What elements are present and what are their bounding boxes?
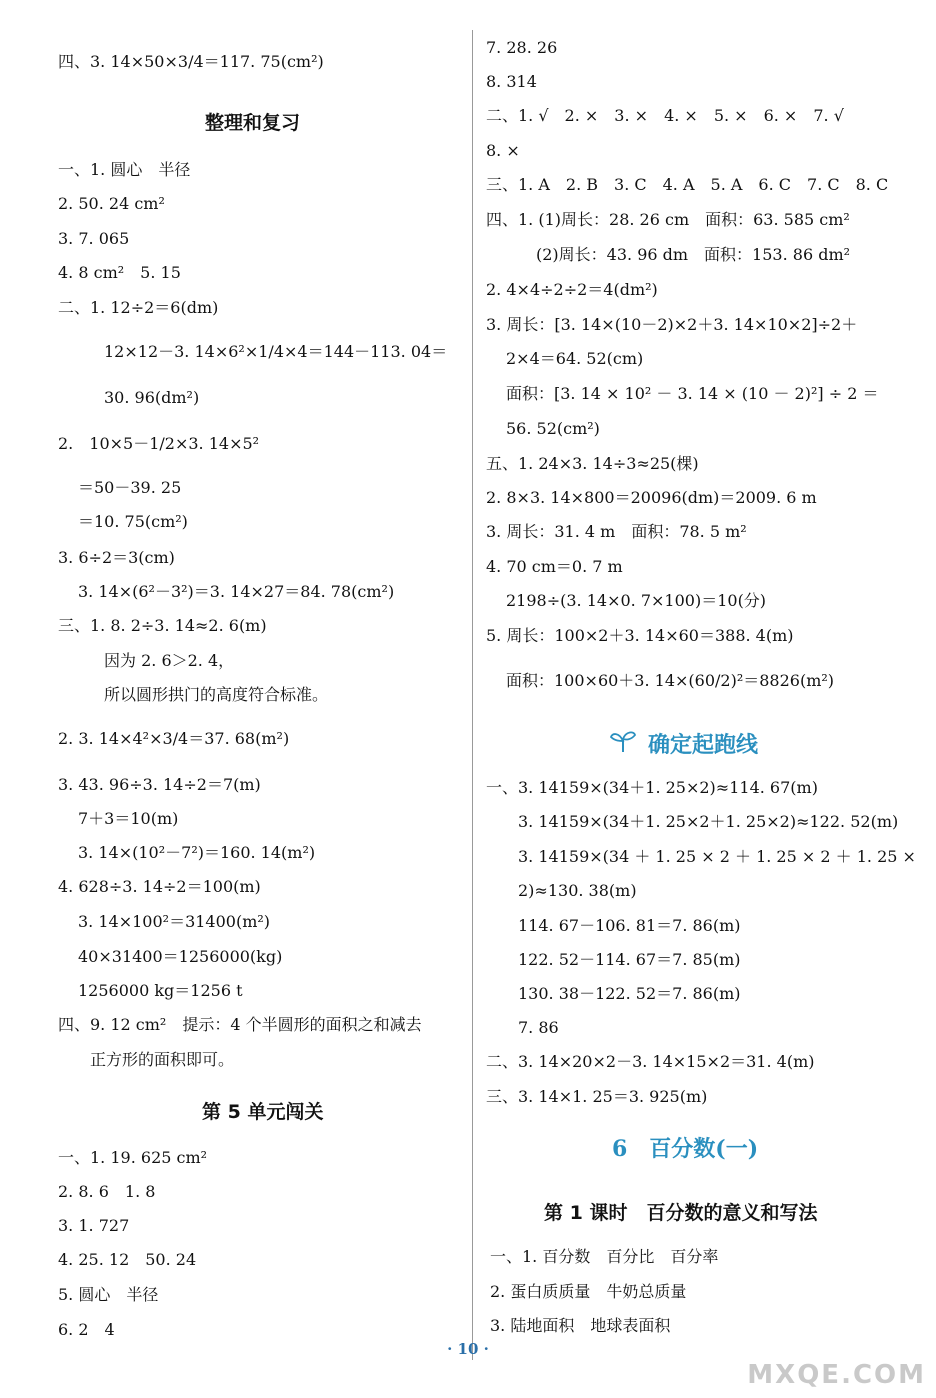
answer-line: 2. 蛋白质质量 牛奶总质量 bbox=[490, 1282, 687, 1301]
answer-line: 130. 38－122. 52＝7. 86(m) bbox=[518, 984, 741, 1003]
answer-line: ＝50－39. 25 bbox=[78, 478, 182, 497]
answer-line: 3. 周长：31. 4 m 面积：78. 5 m² bbox=[486, 522, 747, 541]
answer-line: 一、1. 19. 625 cm² bbox=[58, 1148, 208, 1167]
answer-line: 4. 8 cm² 5. 15 bbox=[58, 263, 181, 282]
answer-line: 一、1. 圆心 半径 bbox=[58, 160, 191, 179]
answer-line: 四、3. 14×50×3/4＝117. 75(cm²) bbox=[58, 52, 324, 71]
answer-line: 3. 6÷2＝3(cm) bbox=[58, 548, 175, 567]
answer-line: 5. 周长：100×2＋3. 14×60＝388. 4(m) bbox=[486, 626, 794, 645]
answer-line: 四、1. (1)周长：28. 26 cm 面积：63. 585 cm² bbox=[486, 210, 850, 229]
answer-line: 5. 圆心 半径 bbox=[58, 1285, 159, 1304]
answer-line: 4. 628÷3. 14÷2＝100(m) bbox=[58, 877, 261, 896]
answer-line: 三、1. A 2. B 3. C 4. A 5. A 6. C 7. C 8. C bbox=[486, 175, 889, 194]
answer-line: 二、1. 12÷2＝6(dm) bbox=[58, 298, 219, 317]
answer-line: 2. 10×5－1/2×3. 14×5² bbox=[58, 434, 260, 453]
answer-line: 3. 14159×(34＋1. 25×2＋1. 25×2)≈122. 52(m) bbox=[518, 812, 899, 831]
answer-line: 3. 14×100²＝31400(m²) bbox=[78, 912, 271, 931]
answer-line: 12×12－3. 14×6²×1/4×4＝144－113. 04＝ bbox=[104, 342, 448, 361]
answer-line: 3. 14×(10²－7²)＝160. 14(m²) bbox=[78, 843, 316, 862]
answer-line: 8. 314 bbox=[486, 72, 537, 91]
answer-line: 56. 52(cm²) bbox=[506, 419, 600, 438]
answer-line: 114. 67－106. 81＝7. 86(m) bbox=[518, 916, 741, 935]
answer-line: 3. 1. 727 bbox=[58, 1216, 130, 1235]
answer-line: 一、1. 百分数 百分比 百分率 bbox=[490, 1247, 719, 1266]
answer-line: 面积：100×60＋3. 14×(60/2)²＝8826(m²) bbox=[506, 671, 835, 690]
answer-line: 30. 96(dm²) bbox=[104, 388, 200, 407]
column-divider bbox=[472, 30, 473, 1360]
answer-line: 4. 70 cm＝0. 7 m bbox=[486, 557, 623, 576]
answer-line: 面积：[3. 14 × 10² － 3. 14 × (10 － 2)²] ÷ 2 ＝ bbox=[506, 384, 879, 403]
answer-line: 二、3. 14×20×2－3. 14×15×2＝31. 4(m) bbox=[486, 1052, 815, 1071]
answer-line: 四、9. 12 cm² 提示：4 个半圆形的面积之和减去 bbox=[58, 1015, 422, 1034]
answer-line: 2198÷(3. 14×0. 7×100)＝10(分) bbox=[506, 591, 767, 610]
section-heading: 第 5 单元闯关 bbox=[202, 1101, 324, 1123]
answer-line: 40×31400＝1256000(kg) bbox=[78, 947, 283, 966]
watermark: MXQE.COM bbox=[747, 1360, 926, 1390]
answer-line: 三、1. 8. 2÷3. 14≈2. 6(m) bbox=[58, 616, 267, 635]
answer-line: 2. 4×4÷2÷2＝4(dm²) bbox=[486, 280, 658, 299]
answer-line: 8. × bbox=[486, 141, 520, 160]
answer-line: 2×4＝64. 52(cm) bbox=[506, 349, 644, 368]
answer-line: 所以圆形拱门的高度符合标准。 bbox=[104, 685, 329, 704]
answer-line: 因为 2. 6＞2. 4， bbox=[104, 651, 235, 670]
answer-line: (2)周长：43. 96 dm 面积：153. 86 dm² bbox=[536, 245, 851, 264]
answer-line: 7. 86 bbox=[518, 1018, 559, 1037]
answer-line: 二、1. √ 2. × 3. × 4. × 5. × 6. × 7. √ bbox=[486, 106, 844, 125]
answer-line: 3. 7. 065 bbox=[58, 229, 130, 248]
answer-line: 2. 50. 24 cm² bbox=[58, 194, 165, 213]
answer-line: 3. 陆地面积 地球表面积 bbox=[490, 1316, 671, 1335]
answer-line: 正方形的面积即可。 bbox=[90, 1050, 235, 1069]
answer-line: 一、3. 14159×(34＋1. 25×2)≈114. 67(m) bbox=[486, 778, 818, 797]
section-heading: 确定起跑线 bbox=[648, 732, 759, 758]
answer-line: 1256000 kg＝1256 t bbox=[78, 981, 243, 1000]
page-number: · 10 · bbox=[447, 1340, 489, 1358]
answer-line: 2)≈130. 38(m) bbox=[518, 881, 637, 900]
answer-line: 2. 8×3. 14×800＝20096(dm)＝2009. 6 m bbox=[486, 488, 817, 507]
sprout-icon bbox=[609, 728, 637, 754]
answer-line: 122. 52－114. 67＝7. 85(m) bbox=[518, 950, 741, 969]
lesson-heading: 第 1 课时 百分数的意义和写法 bbox=[544, 1202, 818, 1224]
section-heading: 整理和复习 bbox=[205, 112, 301, 134]
answer-line: 3. 周长：[3. 14×(10－2)×2＋3. 14×10×2]÷2＋ bbox=[486, 315, 858, 334]
answer-line: 4. 25. 12 50. 24 bbox=[58, 1250, 197, 1269]
answer-line: ＝10. 75(cm²) bbox=[78, 512, 188, 531]
answer-line: 2. 3. 14×4²×3/4＝37. 68(m²) bbox=[58, 729, 290, 748]
answer-line: 三、3. 14×1. 25＝3. 925(m) bbox=[486, 1087, 708, 1106]
answer-line: 五、1. 24×3. 14÷3≈25(棵) bbox=[486, 454, 699, 473]
chapter-heading: 6 百分数(一) bbox=[612, 1136, 759, 1162]
answer-line: 6. 2 4 bbox=[58, 1320, 115, 1339]
answer-line: 2. 8. 6 1. 8 bbox=[58, 1182, 156, 1201]
answer-line: 3. 14×(6²－3²)＝3. 14×27＝84. 78(cm²) bbox=[78, 582, 395, 601]
answer-line: 3. 43. 96÷3. 14÷2＝7(m) bbox=[58, 775, 261, 794]
answer-line: 3. 14159×(34 ＋ 1. 25 × 2 ＋ 1. 25 × 2 ＋ 1. 25 × bbox=[518, 847, 916, 866]
answer-line: 7. 28. 26 bbox=[486, 38, 558, 57]
answer-line: 7＋3＝10(m) bbox=[78, 809, 179, 828]
